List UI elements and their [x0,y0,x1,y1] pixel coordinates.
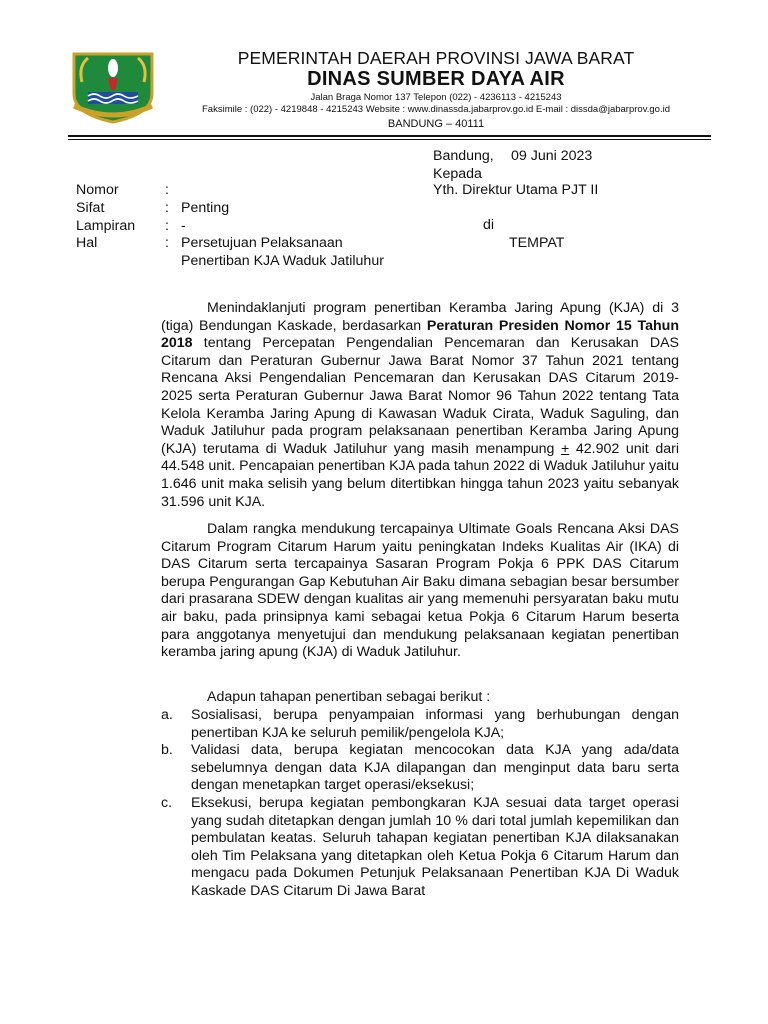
letterhead [160,48,712,131]
body-paragraph-1 [161,300,679,511]
field-label-nomor: Nomor [76,182,119,198]
recipient-place: TEMPAT [509,235,565,251]
paragraph1-text-c: 42.902 unit dari 44.548 unit. Pencapaian penertiban KJA pada tahun 2022 di Waduk Jatiluhur yaitu 1.646 unit maka selisih yang belum ditertibkan hingga tahun 2023 yaitu sebanyak 31.596 unit KJA. [161,440,679,510]
government-name: PEMERINTAH DAERAH PROVINSI JAWA BARAT [237,48,635,68]
list-item [161,742,679,795]
paragraph1-text-a: Menindaklanjuti program penertiban Keramba Jaring Apung (KJA) di 3 (tiga) Bendungan Kaskade, berdasarkan [161,300,679,334]
paragraph3-text: Adapun tahapan penertiban sebagai berikut : [207,689,491,705]
field-value-hal: Persetujuan Pelaksanaan [181,235,343,251]
header-rule-thin [68,139,711,140]
field-sep-sifat: : [165,200,169,216]
field-value-hal-line2: Penertiban KJA Waduk Jatiluhur [181,253,384,269]
list-item-text: Validasi data, berupa kegiatan mencocokan data KJA yang ada/data sebelumnya dengan data KJA dilapangan dan menginput data baru serta dengan menetapkan target operasi/eksekusi; [191,742,679,794]
header-rule-thick [68,135,711,137]
kepada-label: Kepada [433,166,482,182]
field-label-hal: Hal [76,235,98,251]
province-logo [68,48,158,124]
field-value-lampiran: - [181,218,186,234]
list-marker: b. [161,742,173,759]
list-item-text: Sosialisasi, berupa penyampaian informasi yang berhubungan dengan penertiban KJA ke seluruh pemilik/pengelola KJA; [191,707,679,741]
di-label: di [483,217,495,233]
recipient-name: Yth. Direktur Utama PJT II [433,182,599,198]
paragraph2-text: Dalam rangka mendukung tercapainya Ultimate Goals Rencana Aksi DAS Citarum Program Citarum Harum yaitu peningkatan Indeks Kualitas Air (IKA) di DAS Citarum serta tercapainya Sasaran Program Pokja 6 PPK DAS Citarum berupa Pengurangan Gap Kebutuhan Air Baku dimana sebagian besar bersumber dari prasarana SDEW dengan kualitas air yang memenuhi persyaratan baku mutu air baku, pada prinsipnya kami sebagai ketua Pokja 6 Citarum Harum beserta para anggotanya menyetujui dan mendukung pelaksanaan kegiatan penertiban keramba jaring apung (KJA) di Waduk Jatiluhur. [161,521,679,661]
list-item-text: Eksekusi, berupa kegiatan pembongkaran KJA sesuai data target operasi yang sudah ditetapkan dengan jumlah 10 % dari total jumlah kepemilikan dan pembulatan keatas. Seluruh tahapan kegiatan penertiban KJA dilaksanakan oleh Tim Pelaksana yang ditetapkan oleh Ketua Pokja 6 Citarum Harum dan mengacu pada Dokumen Petunjuk Pelaksanaan Penertiban KJA Di Waduk Kaskade DAS Citarum Di Jawa Barat [191,794,679,899]
stages-list [161,707,679,901]
field-sep-hal: : [165,235,169,251]
plus-minus-sign: + [560,440,570,457]
field-value-sifat: Penting [181,200,230,216]
field-label-sifat: Sifat [76,200,105,216]
list-item [161,795,679,901]
field-sep-nomor: : [165,182,169,198]
list-marker: a. [161,707,173,723]
field-sep-lampiran: : [165,218,169,234]
body-paragraph-2 [161,521,679,662]
date-city: Bandung, [433,148,494,164]
letter-date: 09 Juni 2023 [511,148,593,164]
department-name: DINAS SUMBER DAYA AIR [307,68,565,90]
address-line: Jalan Braga Nomor 137 Telepon (022) - 4236113 - 4215243 [310,92,562,103]
contact-line: Faksimile : (022) - 4219848 - 4215243 Website : www.dinassda.jabarprov.go.id E-mail : dissda@jabarprov.go.id [202,104,670,115]
field-label-lampiran: Lampiran [76,218,136,234]
list-marker: c. [161,794,173,811]
body-paragraph-3 [161,689,679,707]
regulation-reference: Peraturan Presiden Nomor 15 Tahun 2018 [161,317,679,352]
paragraph1-text-b: tentang Percepatan Pengendalian Pencemaran dan Kerusakan DAS Citarum dan Peraturan Gubernur Jawa Barat Nomor 37 Tahun 2021 tentang Rencana Aksi Pengendalian Pencemaran dan Kerusakan DAS Citarum 2019-2025 serta Peraturan Gubernur Jawa Barat Nomor 96 Tahun 2022 tentang Tata Kelola Keramba Jaring Apung di Kawasan Waduk Cirata, Waduk Saguling, dan Waduk Jatiluhur pada program pelaksanaan penertiban Keramba Jaring Apung (KJA) terutama di Waduk Jatiluhur yang masih menampung [161,335,679,457]
list-item [161,707,679,742]
city-postal: BANDUNG – 40111 [387,118,485,130]
